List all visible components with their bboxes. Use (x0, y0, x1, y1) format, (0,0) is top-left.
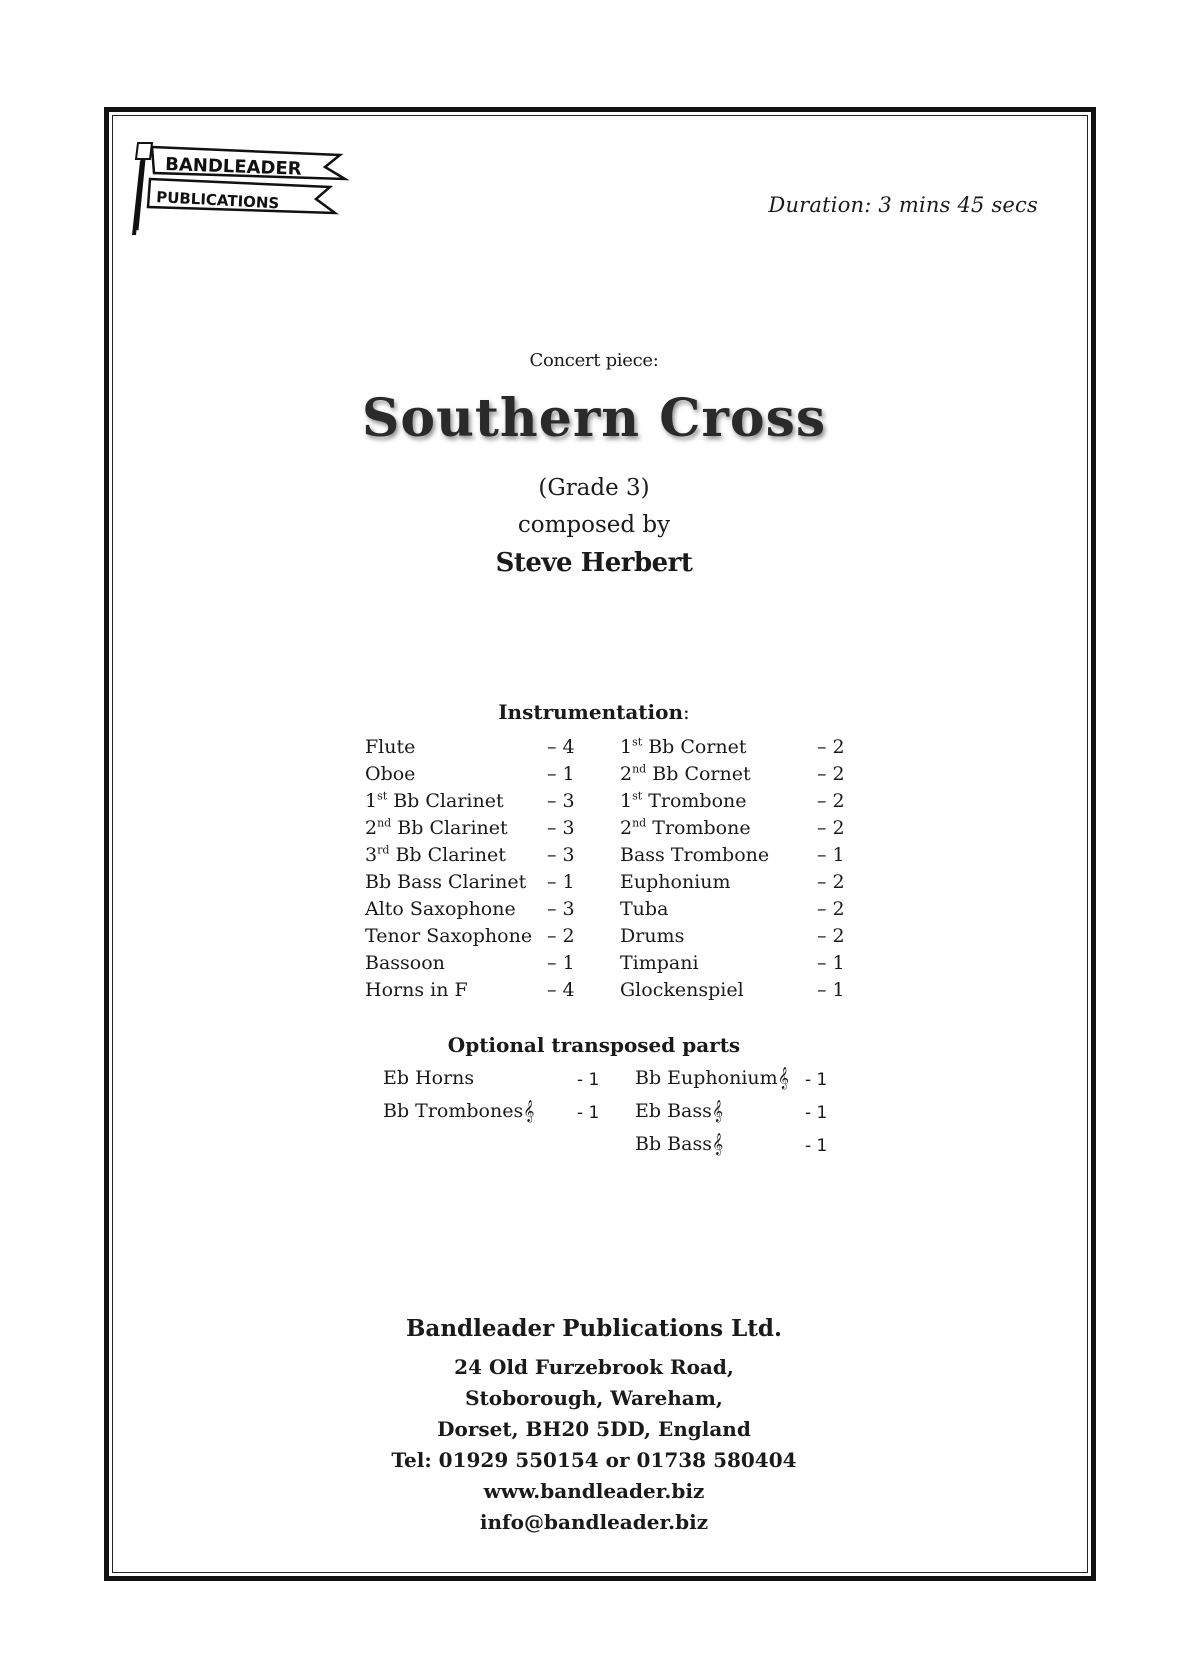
instrument-ordinal-suffix: nd (632, 762, 647, 776)
instrument-label: Bb Bass Clarinet (365, 871, 527, 893)
instrument-count: – 2 (817, 790, 845, 812)
instrument-count: – 2 (817, 925, 845, 947)
instrument-label: Drums (620, 925, 685, 947)
instrument-ordinal-suffix: nd (632, 816, 647, 830)
optional-part-count: - 1 (805, 1070, 828, 1090)
composed-by: composed by (517, 512, 671, 538)
instrument-name (620, 979, 744, 1001)
instrument-name (620, 871, 731, 893)
optional-part-label: Eb Bass (635, 1100, 712, 1122)
instrument-name (365, 925, 532, 947)
instrument-name (620, 844, 769, 866)
instrument-label: Alto Saxophone (365, 898, 516, 920)
instrument-label: Bass Trombone (620, 844, 770, 866)
instrument-label: Timpani (620, 952, 699, 974)
instrumentation-heading-colon: : (683, 700, 690, 724)
bandleader-logo (130, 135, 375, 245)
address-line: info@bandleader.biz (479, 1510, 709, 1534)
treble-clef-icon: 𝄞 (777, 1067, 789, 1089)
optional-part-label: Eb Horns (383, 1067, 475, 1089)
instrument-count: – 2 (547, 925, 575, 947)
optional-part-label: Bb Euphonium (635, 1067, 778, 1089)
instrument-label: Trombone (642, 790, 747, 812)
instrument-ordinal: 3 (365, 844, 378, 866)
optional-part-name (635, 1100, 723, 1122)
treble-clef-icon: 𝄞 (711, 1100, 724, 1122)
instrument-ordinal: 2 (365, 817, 378, 839)
address-line: Tel: 01929 550154 or 01738 580404 (391, 1448, 797, 1472)
instrument-label: Bb Clarinet (391, 817, 508, 839)
treble-clef-icon: 𝄞 (711, 1133, 724, 1155)
instrument-count: – 1 (817, 979, 845, 1001)
concert-label: Concert piece: (529, 350, 659, 371)
instrument-ordinal: 1 (620, 790, 633, 812)
instrument-label: Flute (365, 736, 416, 758)
instrument-ordinal: 1 (620, 736, 633, 758)
duration: Duration: 3 mins 45 secs (768, 193, 1038, 217)
instrument-label: Tenor Saxophone (365, 925, 533, 947)
instrument-ordinal: 2 (620, 763, 633, 785)
grade: (Grade 3) (538, 475, 650, 501)
instrument-name (620, 817, 751, 839)
instrument-label: Bb Clarinet (387, 790, 504, 812)
instrument-count: – 2 (817, 898, 845, 920)
instrument-name (365, 817, 508, 839)
instrument-label: Tuba (620, 898, 669, 920)
instrument-count: – 1 (547, 952, 575, 974)
instrument-name (365, 979, 468, 1001)
instrument-name (620, 952, 699, 974)
instrument-label: Bb Cornet (642, 736, 747, 758)
instrument-count: – 2 (817, 817, 845, 839)
instrument-name (365, 790, 504, 812)
instrument-label: Horns in F (365, 979, 468, 1001)
optional-part-label: Bb Trombones (383, 1100, 524, 1122)
instrument-ordinal: 2 (620, 817, 633, 839)
composer-name: Steve Herbert (495, 548, 693, 578)
instrument-label: Bassoon (365, 952, 445, 974)
instrument-ordinal-suffix: rd (377, 843, 390, 857)
instrument-name (620, 736, 747, 758)
optional-part-name (635, 1133, 723, 1155)
instrument-count: – 2 (817, 763, 845, 785)
instrument-name (365, 952, 445, 974)
instrument-count: – 3 (547, 817, 575, 839)
address-line: Stoborough, Wareham, (465, 1386, 723, 1410)
instrument-count: – 1 (547, 763, 575, 785)
instrument-name (620, 898, 668, 920)
optional-part-count: - 1 (805, 1103, 828, 1123)
optional-part-count: - 1 (577, 1070, 600, 1090)
instrument-label: Euphonium (620, 871, 731, 893)
instrument-count: – 3 (547, 844, 575, 866)
instrument-count: – 1 (547, 871, 575, 893)
address-line: 24 Old Furzebrook Road, (454, 1355, 734, 1379)
optional-part-count: - 1 (577, 1103, 600, 1123)
instrument-name (365, 736, 415, 758)
instrumentation-heading-text: Instrumentation (498, 700, 684, 724)
svg-text:BANDLEADER: BANDLEADER (164, 154, 302, 180)
instrument-count: – 4 (547, 979, 575, 1001)
optional-part-count: - 1 (805, 1136, 828, 1156)
address-line: www.bandleader.biz (483, 1479, 705, 1503)
instrument-label: Glockenspiel (620, 979, 744, 1001)
instrument-name (365, 844, 506, 866)
instrument-label: Bb Clarinet (389, 844, 506, 866)
optional-parts-heading: Optional transposed parts (447, 1033, 741, 1057)
instrument-ordinal-suffix: st (632, 735, 643, 749)
instrument-ordinal-suffix: nd (377, 816, 392, 830)
instrument-name (620, 763, 751, 785)
optional-part-name (383, 1067, 474, 1089)
instrument-name (620, 790, 747, 812)
instrument-count: – 3 (547, 898, 575, 920)
instrument-name (365, 871, 526, 893)
instrument-count: – 1 (817, 952, 845, 974)
instrument-count: – 2 (817, 871, 845, 893)
instrument-name (365, 763, 415, 785)
instrument-label: Oboe (365, 763, 416, 785)
optional-part-name (383, 1100, 534, 1122)
instrument-ordinal-suffix: st (377, 789, 388, 803)
instrument-count: – 3 (547, 790, 575, 812)
instrument-ordinal-suffix: st (632, 789, 643, 803)
svg-text:PUBLICATIONS: PUBLICATIONS (155, 188, 280, 213)
instrument-name (365, 898, 516, 920)
optional-part-label: Bb Bass (635, 1133, 712, 1155)
instrument-count: – 2 (817, 736, 845, 758)
instrument-count: – 4 (547, 736, 575, 758)
instrument-ordinal: 1 (365, 790, 378, 812)
address-line: Dorset, BH20 5DD, England (437, 1417, 751, 1441)
instrument-label: Trombone (646, 817, 751, 839)
instrument-label: Bb Cornet (646, 763, 751, 785)
instrument-name (620, 925, 684, 947)
optional-part-name (635, 1067, 789, 1089)
treble-clef-icon: 𝄞 (523, 1100, 535, 1122)
instrument-count: – 1 (817, 844, 845, 866)
page-title: Southern Cross (361, 388, 827, 449)
publisher-name: Bandleader Publications Ltd. (405, 1315, 782, 1342)
instrumentation-heading (0, 700, 1188, 724)
